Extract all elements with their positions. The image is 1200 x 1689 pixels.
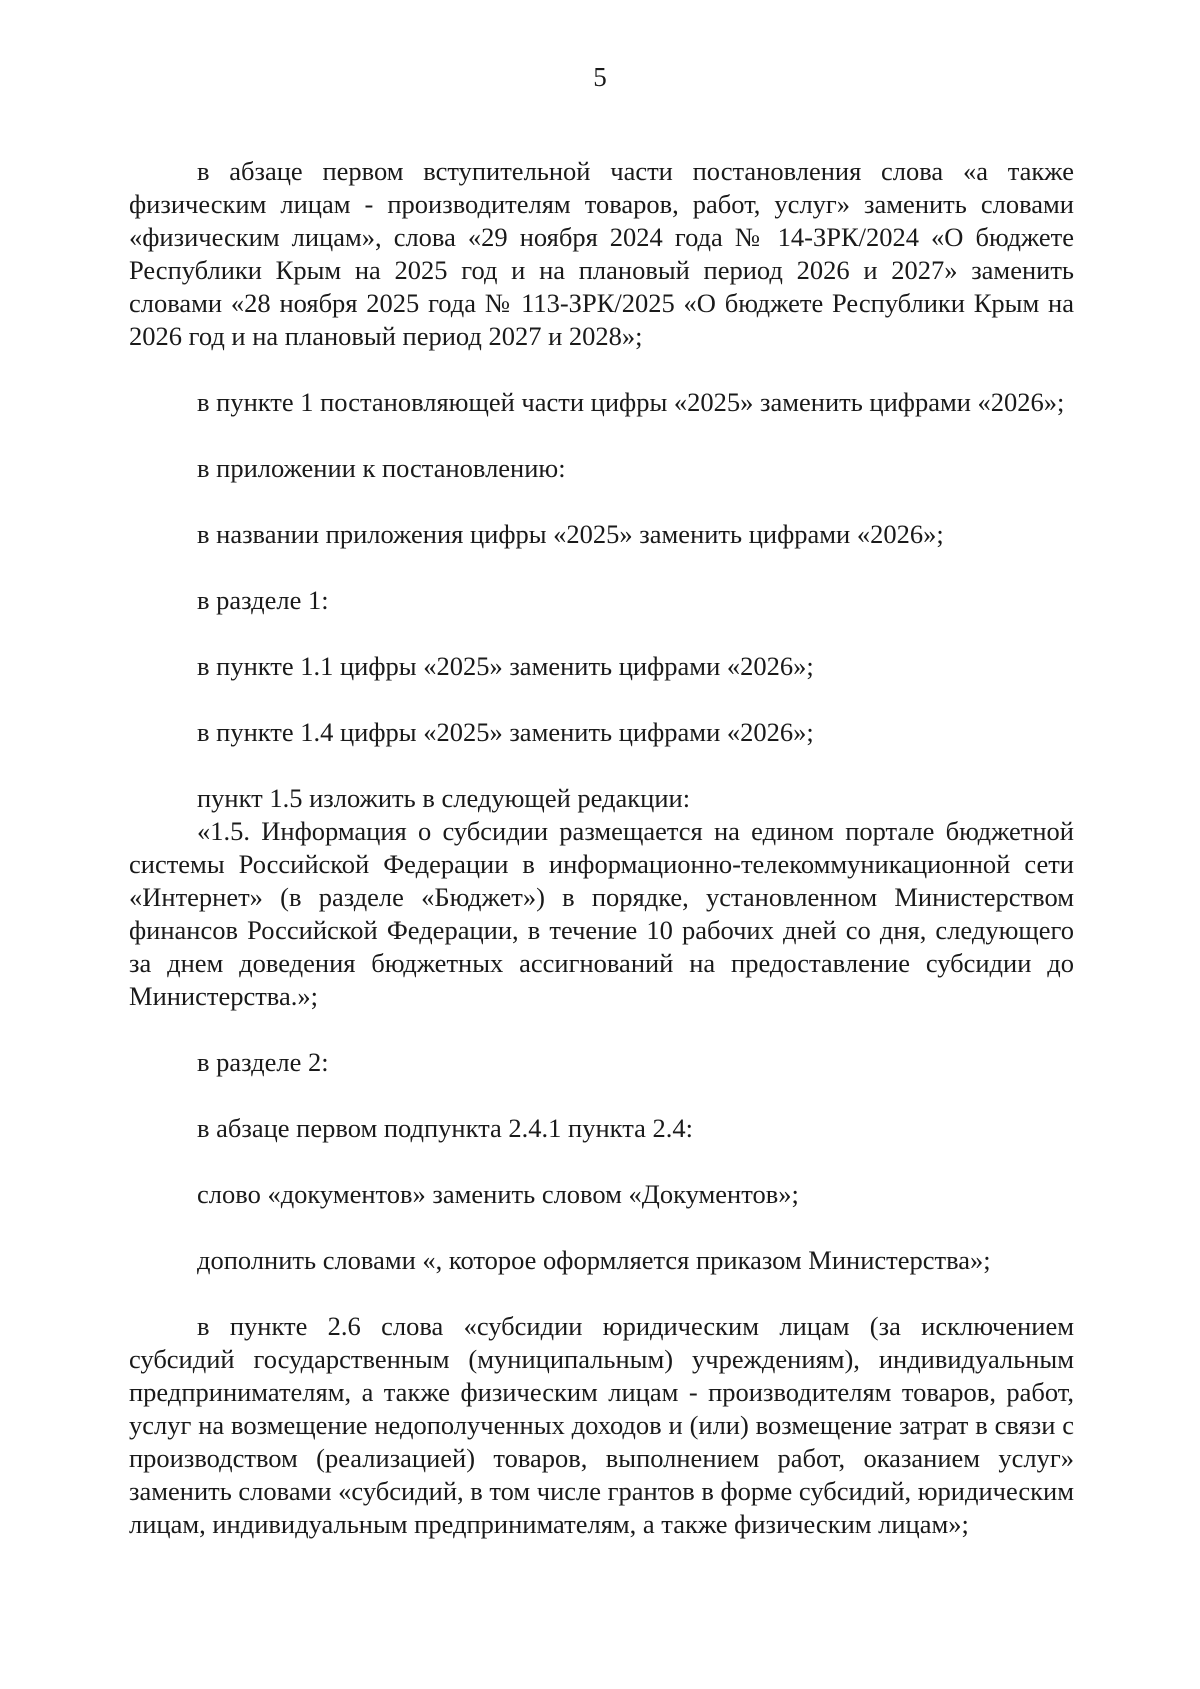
paragraph-word-replacement: слово «документов» заменить словом «Документов»;: [197, 1179, 799, 1209]
paragraph-section-1: в разделе 1:: [197, 585, 329, 615]
paragraph-point-1-1: в пункте 1.1 цифры «2025» заменить цифрами «2026»;: [197, 651, 814, 681]
page-number: 5: [593, 62, 607, 92]
paragraph-point-1-4: в пункте 1.4 цифры «2025» заменить цифрами «2026»;: [197, 717, 814, 747]
paragraph-appendix-title: в названии приложения цифры «2025» заменить цифрами «2026»;: [197, 519, 944, 549]
paragraph-section-2: в разделе 2:: [197, 1047, 329, 1077]
paragraph-point-2-6: в пункте 2.6 слова «субсидии юридическим лицам (за исключением субсидий государственным (муниципальным) учреждениям), индивидуальным предпринимателям, а также физическим лицам - производителям товаров, работ, услуг на возмещение недополученных доходов и (или) возмещение затрат в связи с производством (реализацией) товаров, выполнением работ, оказанием услуг» заменить словами «субсидий, в том числе грантов в форме субсидий, юридическим лицам, индивидуальным предпринимателям, а также физическим лицам»;: [129, 1311, 1074, 1539]
paragraph-supplement: дополнить словами «, которое оформляется приказом Министерства»;: [197, 1245, 991, 1275]
paragraph-intro-amendment: в абзаце первом вступительной части постановления слова «а также физическим лицам - производителям товаров, работ, услуг» заменить словами «физическим лицам», слова «29 ноября 2024 года № 14-ЗРК/2024 «О бюджете Республики Крым на 2025 год и на плановый период 2026 и 2027» заменить словами «28 ноября 2025 года № 113-ЗРК/2025 «О бюджете Республики Крым на 2026 год и на плановый период 2027 и 2028»;: [129, 156, 1074, 351]
paragraph-appendix: в приложении к постановлению:: [197, 453, 566, 483]
paragraph-point-1-5-heading: пункт 1.5 изложить в следующей редакции:: [197, 783, 691, 813]
paragraph-point-1-5-text: «1.5. Информация о субсидии размещается на едином портале бюджетной системы Российской Федерации в информационно-телекоммуникационной сети «Интернет» (в разделе «Бюджет») в порядке, установленном Министерством финансов Российской Федерации, в течение 10 рабочих дней со дня, следующего за днем доведения бюджетных ассигнований на предоставление субсидии до Министерства.»;: [129, 816, 1074, 1011]
paragraph-subpoint-2-4-1: в абзаце первом подпункта 2.4.1 пункта 2.4:: [197, 1113, 693, 1143]
paragraph-point-1: в пункте 1 постановляющей части цифры «2025» заменить цифрами «2026»;: [197, 387, 1065, 417]
document-body: [129, 155, 1074, 1541]
